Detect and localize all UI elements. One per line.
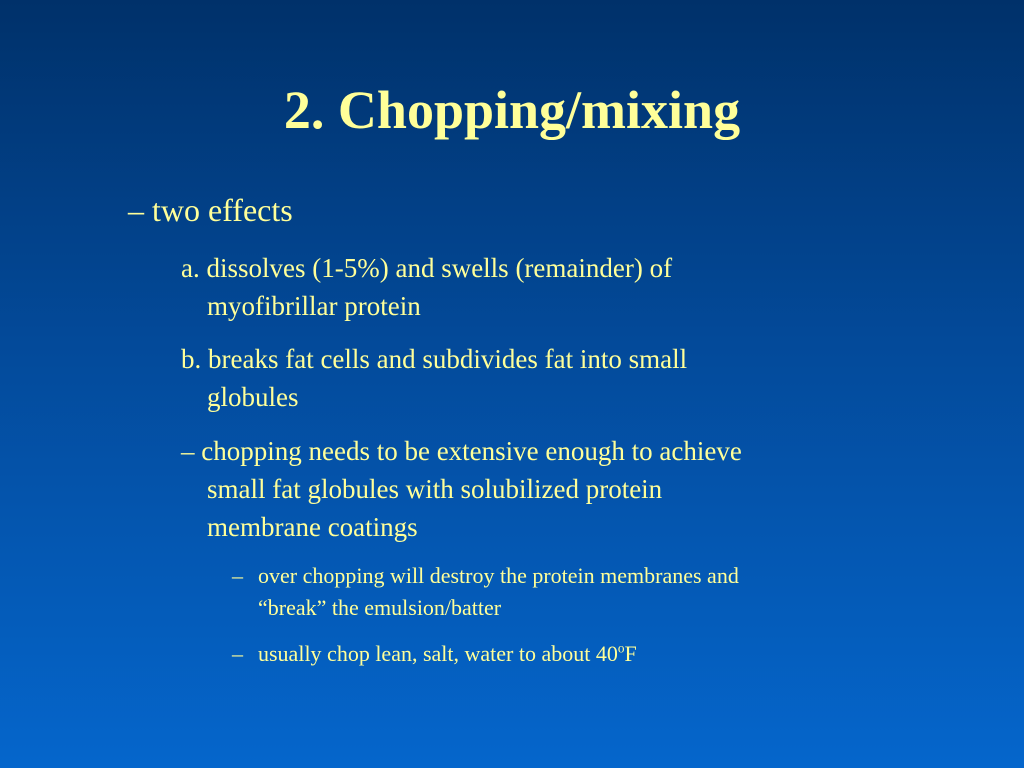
degree-superscript: o bbox=[617, 640, 625, 656]
sub-bullet-c-line3: membrane coatings bbox=[207, 512, 418, 542]
sub-sub-bullet-1-line1: over chopping will destroy the protein membranes and bbox=[258, 563, 739, 588]
sub-bullet-c-line1: – chopping needs to be extensive enough to achieve bbox=[181, 436, 742, 466]
bullet-text: two effects bbox=[152, 192, 293, 228]
sub-sub-bullet-2-text: usually chop lean, salt, water to about 40 bbox=[258, 641, 618, 666]
sub-sub-bullet-1 bbox=[232, 560, 892, 624]
sub-bullet-c bbox=[181, 432, 941, 546]
bullet-two-effects bbox=[128, 190, 293, 230]
sub-bullet-b-line1: b. breaks fat cells and subdivides fat into small bbox=[181, 344, 688, 374]
sub-sub-bullet-1-line2: “break” the emulsion/batter bbox=[258, 595, 502, 620]
bullet-dash: – bbox=[128, 192, 144, 228]
sub-bullet-b-line2: globules bbox=[207, 382, 299, 412]
sub-bullet-a-line1: a. dissolves (1-5%) and swells (remainder) of bbox=[181, 253, 673, 283]
slide-title: 2. Chopping/mixing bbox=[283, 80, 741, 140]
sub-bullet-c-line2: small fat globules with solubilized protein bbox=[207, 474, 663, 504]
sub-bullet-a-line2: myofibrillar protein bbox=[207, 291, 421, 321]
sub-sub-bullet-dash: – bbox=[232, 641, 243, 666]
sub-sub-bullet-dash: – bbox=[232, 563, 243, 588]
temperature-unit: F bbox=[624, 641, 637, 666]
sub-bullet-b bbox=[181, 340, 941, 416]
sub-sub-bullet-2 bbox=[232, 638, 892, 670]
sub-bullet-a bbox=[181, 249, 941, 325]
